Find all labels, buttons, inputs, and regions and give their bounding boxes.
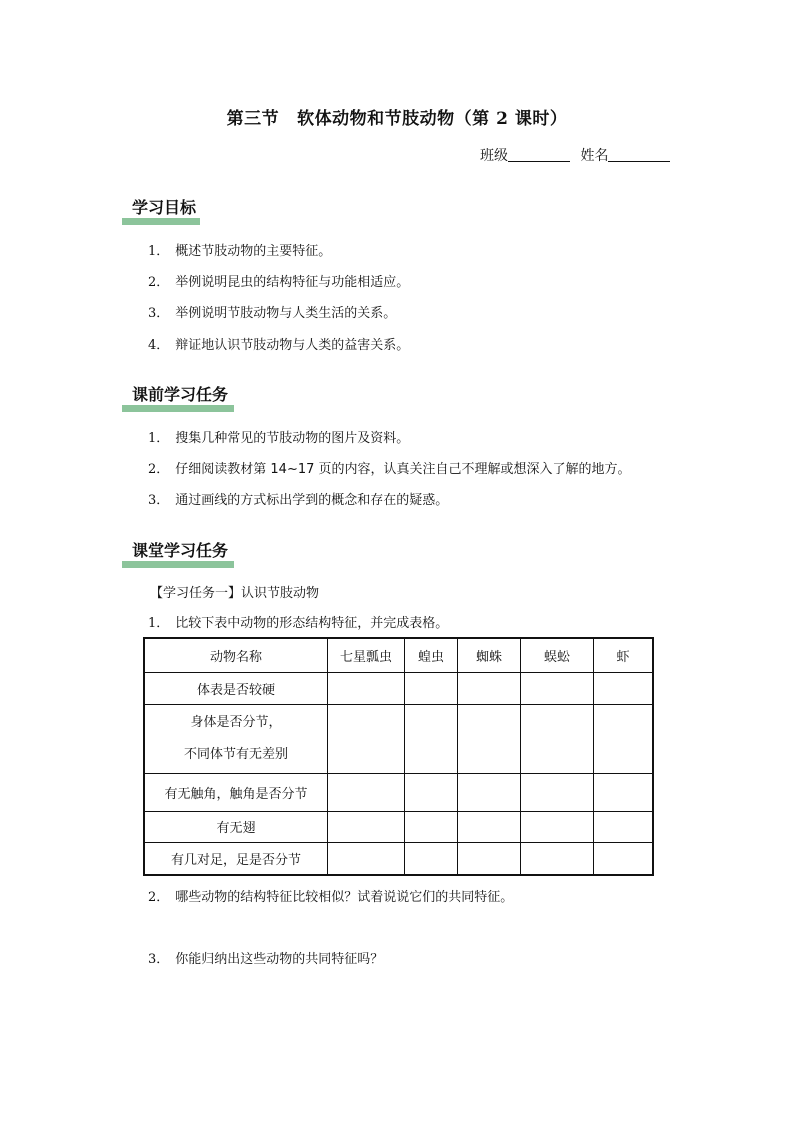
answer-cell[interactable] — [594, 672, 654, 704]
answer-cell[interactable] — [458, 842, 521, 875]
heading-underline — [122, 561, 234, 568]
answer-cell[interactable] — [458, 672, 521, 704]
goals-heading-text: 学习目标 — [132, 198, 197, 217]
preclass-heading-text: 课前学习任务 — [132, 385, 229, 404]
answer-cell[interactable] — [328, 704, 405, 773]
name-field[interactable] — [608, 147, 670, 162]
table-row — [144, 773, 653, 811]
heading-underline — [122, 405, 234, 412]
preclass-item: 1． 搜集几种常见的节肢动物的图片及资料。 — [148, 431, 410, 446]
table-row — [144, 672, 653, 704]
goal-item: 2． 举例说明昆虫的结构特征与功能相适应。 — [148, 275, 410, 290]
preclass-heading — [130, 382, 232, 406]
heading-underline — [122, 218, 200, 225]
row-label: 有无翅 — [144, 811, 328, 842]
row-label: 身体是否分节， 不同体节有无差别 — [144, 704, 328, 773]
row-label: 有几对足，足是否分节 — [144, 842, 328, 875]
answer-cell[interactable] — [405, 773, 458, 811]
answer-cell[interactable] — [458, 773, 521, 811]
answer-cell[interactable] — [594, 842, 654, 875]
class-field[interactable] — [508, 147, 570, 162]
answer-cell[interactable] — [521, 811, 594, 842]
name-label: 姓名 — [580, 148, 609, 164]
question-2: 2． 哪些动物的结构特征比较相似？试着说说它们的共同特征。 — [148, 890, 514, 905]
answer-cell[interactable] — [594, 811, 654, 842]
goal-item: 3． 举例说明节肢动物与人类生活的关系。 — [148, 306, 397, 321]
answer-cell[interactable] — [405, 672, 458, 704]
table-row — [144, 842, 653, 875]
answer-cell[interactable] — [328, 811, 405, 842]
answer-cell[interactable] — [328, 672, 405, 704]
table-header-row — [144, 638, 653, 672]
answer-cell[interactable] — [594, 773, 654, 811]
answer-cell[interactable] — [328, 773, 405, 811]
title-topic: 软体动物和节肢动物（第 — [297, 109, 490, 129]
header-cell: 七星瓢虫 — [328, 638, 405, 672]
answer-cell[interactable] — [458, 704, 521, 773]
question-3: 3． 你能归纳出这些动物的共同特征吗？ — [148, 952, 384, 967]
answer-cell[interactable] — [458, 811, 521, 842]
class-label: 班级 — [480, 148, 508, 164]
answer-cell[interactable] — [521, 672, 594, 704]
answer-cell[interactable] — [594, 704, 654, 773]
table-row — [144, 704, 653, 773]
title-section: 第三节 — [226, 109, 280, 129]
header-cell: 蜘蛛 — [458, 638, 521, 672]
answer-cell[interactable] — [521, 704, 594, 773]
title-lesson-number: 2 — [496, 109, 509, 129]
answer-cell[interactable] — [521, 842, 594, 875]
inclass-heading-text: 课堂学习任务 — [132, 541, 229, 560]
title-lesson-suffix: 课时） — [514, 109, 568, 129]
question-1: 1． 比较下表中动物的形态结构特征，并完成表格。 — [148, 616, 449, 631]
preclass-item: 3． 通过画线的方式标出学到的概念和存在的疑惑。 — [148, 493, 449, 508]
table-row — [144, 811, 653, 842]
row-label: 体表是否较硬 — [144, 672, 328, 704]
class-name-line — [480, 145, 676, 165]
answer-cell[interactable] — [328, 842, 405, 875]
answer-cell[interactable] — [405, 811, 458, 842]
header-cell: 动物名称 — [144, 638, 328, 672]
goal-item: 4． 辩证地认识节肢动物与人类的益害关系。 — [148, 338, 410, 353]
header-cell: 虾 — [594, 638, 654, 672]
preclass-item: 2． 仔细阅读教材第 14~17 页的内容，认真关注自己不理解或想深入了解的地方。 — [148, 462, 631, 477]
answer-cell[interactable] — [405, 842, 458, 875]
header-cell: 蜈蚣 — [521, 638, 594, 672]
inclass-heading — [130, 538, 232, 562]
answer-cell[interactable] — [405, 704, 458, 773]
goal-item: 1． 概述节肢动物的主要特征。 — [148, 244, 332, 259]
header-cell: 蝗虫 — [405, 638, 458, 672]
task-label: 【学习任务一】认识节肢动物 — [150, 586, 320, 601]
goals-heading — [130, 195, 200, 219]
answer-cell[interactable] — [521, 773, 594, 811]
row-label: 有无触角，触角是否分节 — [144, 773, 328, 811]
page-title — [0, 104, 794, 129]
comparison-table — [143, 637, 654, 876]
